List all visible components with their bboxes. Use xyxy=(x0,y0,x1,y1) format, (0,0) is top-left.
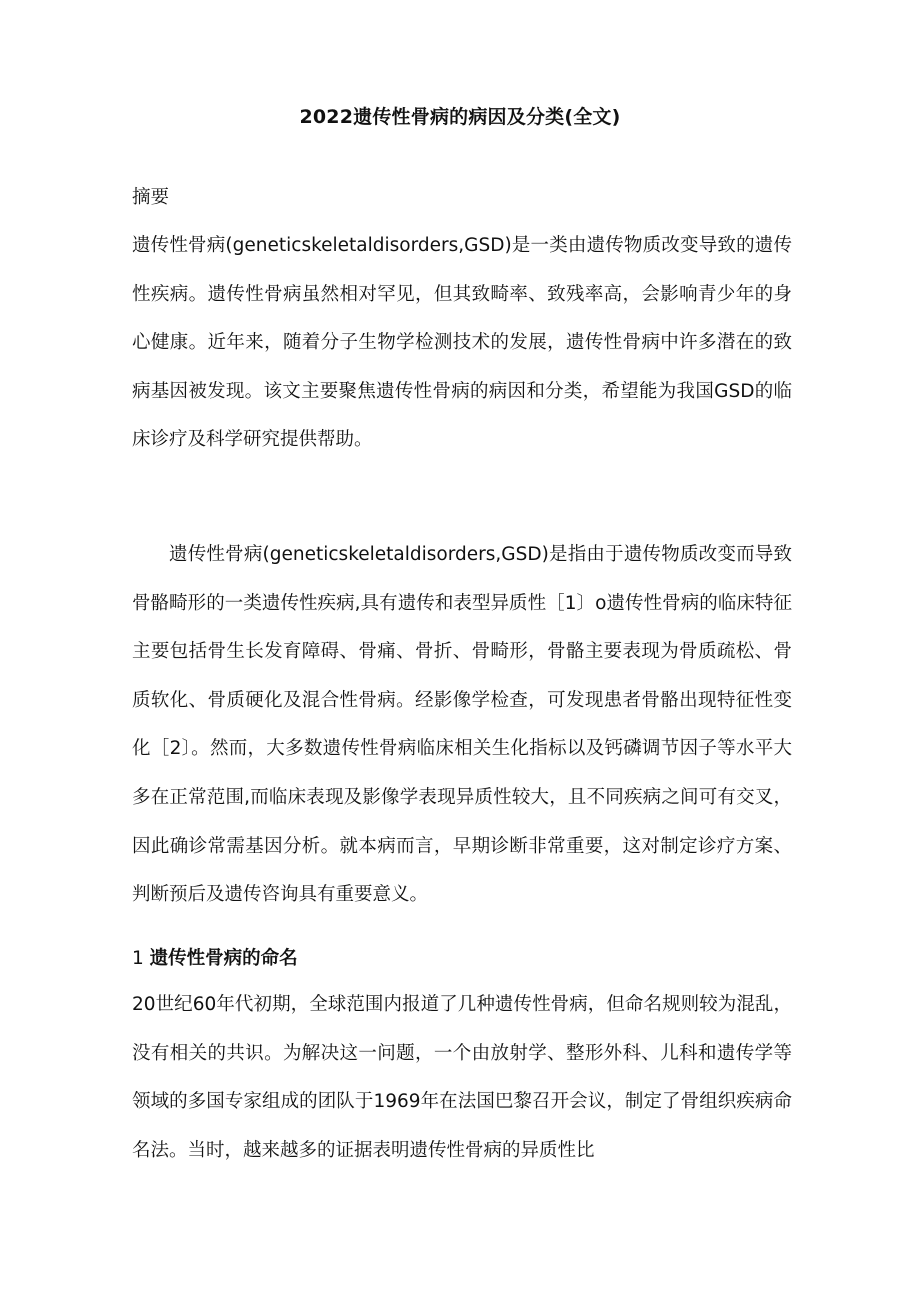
section-1-paragraph: 20世纪60年代初期，全球范围内报道了几种遗传性骨病，但命名规则较为混乱，没有相关的共识。为解决这一问题，一个由放射学、整形外科、儿科和遗传学等领域的多国专家组成的团队于1969年在法国巴黎召开会议，制定了骨组织疾病命名法。当时，越来越多的证据表明遗传性骨病的异质性比 xyxy=(132,994,792,1161)
abstract-label: 摘要 xyxy=(132,187,170,208)
abstract-paragraph: 遗传性骨病(geneticskeletaldisorders,GSD)是一类由遗传物质改变导致的遗传性疾病。遗传性骨病虽然相对罕见，但其致畸率、致残率高，会影响青少年的身心健康。近年来，随着分子生物学检测技术的发展，遗传性骨病中许多潜在的致病基因被发现。该文主要聚焦遗传性骨病的病因和分类，希望能为我国GSD的临床诊疗及科学研究提供帮助。 xyxy=(132,235,792,451)
section-1-number: 1 xyxy=(132,948,144,969)
document-title: 2022遗传性骨病的病因及分类(全文) xyxy=(299,106,621,128)
section-1-heading xyxy=(132,945,298,973)
section-1-title: 遗传性骨病的命名 xyxy=(149,948,298,969)
intro-paragraph: 遗传性骨病(geneticskeletaldisorders,GSD)是指由于遗传物质改变而导致骨骼畸形的一类遗传性疾病,具有遗传和表型异质性［1〕o遗传性骨病的临床特征主要包括骨生长发育障碍、骨痛、骨折、骨畸形，骨骼主要表现为骨质疏松、骨质软化、骨质硬化及混合性骨病。经影像学检查，可发现患者骨骼出现特征性变化［2〕。然而，大多数遗传性骨病临床相关生化指标以及钙磷调节因子等水平大多在正常范围,而临床表现及影像学表现异质性较大，且不同疾病之间可有交叉，因此确诊常需基因分析。就本病而言，早期诊断非常重要，这对制定诊疗方案、判断预后及遗传咨询具有重要意义。 xyxy=(132,544,792,906)
